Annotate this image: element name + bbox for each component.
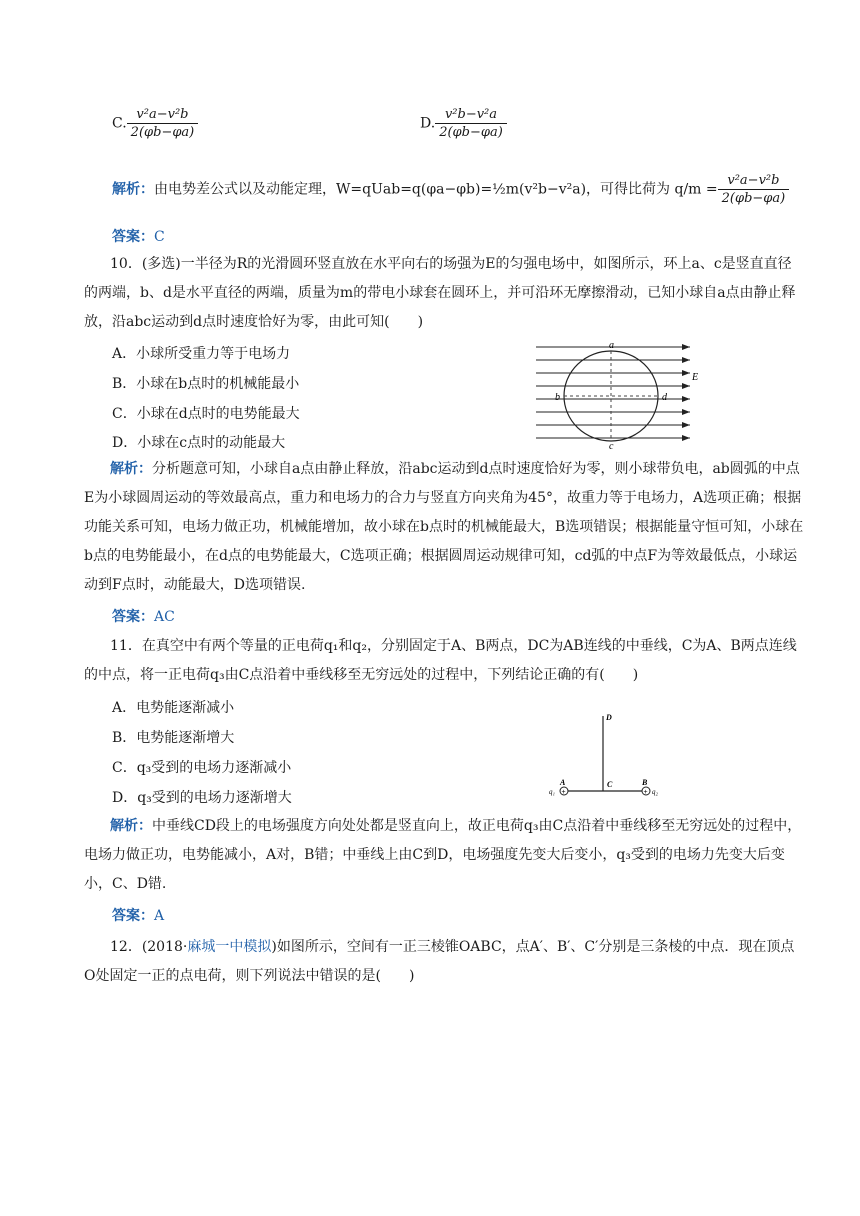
option-d: D. $\frac{\text{v²b−v²a}}{2(\varphi b-\varphi a)}$ — [420, 106, 507, 141]
label-b: b — [555, 392, 560, 403]
q9-answer: 答案：C — [112, 229, 165, 245]
q10-stem: 10．(多选)一半径为R的光滑圆环竖直放在水平向右的场强为E的匀强电场中，如图所示，环上a、c是竖直直径的两端，b、d是水平直径的两端，质量为m的带电小球套在圆环上，并可沿环无摩擦滑动，已知小球自a点由静止释放，沿abc运动到d点时速度恰好为零，由此可知( ) — [84, 256, 796, 330]
q11-option-c: C．q₃受到的电场力逐渐减小 — [112, 760, 292, 776]
label-e: E — [692, 372, 699, 383]
label-a: a — [609, 340, 614, 351]
label-q2: q₂ — [652, 788, 658, 796]
option-c: C. $\frac{\text{v²a−v²b}}{2(\varphi b-\varphi a)}$ — [112, 106, 198, 141]
q10-option-b: B．小球在b点时的机械能最小 — [112, 376, 300, 392]
label-a: A — [560, 778, 566, 787]
q11-option-b: B．电势能逐渐增大 — [112, 730, 235, 746]
option-d-fraction: $\frac{\text{v²b−v²a}}{2(\varphi b-\varphi a)}$ — [435, 106, 507, 141]
label-q1: q₁ — [549, 788, 555, 796]
q11-answer: 答案：A — [112, 908, 165, 924]
q11-analysis: 解析：中垂线CD段上的电场强度方向处处都是竖直向上，故正电荷q₃由C点沿着中垂线移至无穷远处的过程中，电场力做正功，电势能减小，A对，B错；中垂线上由C到D，电场强度先变大后变小，q₃受到的电场力先变大后变小，C、D错. — [84, 818, 802, 892]
q10-option-a: A．小球所受重力等于电场力 — [112, 346, 291, 362]
q11-option-a: A．电势能逐渐减小 — [112, 700, 235, 716]
q9-analysis-fraction: $\frac{\text{v²a−v²b}}{2(\varphi b-\varphi a)}$ — [718, 172, 790, 207]
label-d: D — [606, 713, 612, 722]
q10-answer: 答案：AC — [112, 609, 175, 625]
q12-stem: 12．(2018·麻城一中模拟)如图所示，空间有一正三棱锥OABC，点A′、B′、C′分别是三条棱的中点．现在顶点O处固定一正的点电荷，则下列说法中错误的是( ) — [84, 939, 795, 984]
q11-figure — [545, 708, 675, 800]
q9-analysis: 解析：由电势差公式以及动能定理，W=qUab=q(φa−φb)=½m(v²b−v²a)，可得比荷为 q/m = $\frac{\text{v²a−v²b}}{2(\varphi b-\varphi a)}$ — [112, 172, 789, 207]
label-d: d — [662, 392, 667, 403]
plus-q2: + — [643, 789, 648, 796]
label-c: c — [609, 441, 614, 450]
label-b: B — [642, 778, 648, 787]
plus-q1: + — [561, 789, 566, 796]
q10-analysis: 解析：分析题意可知，小球自a点由静止释放，沿abc运动到d点时速度恰好为零，则小球带负电，ab圆弧的中点E为小球圆周运动的等效最高点，重力和电场力的合力与竖直方向夹角为45°，故重力等于电场力，A选项正确；根据功能关系可知，电场力做正功，机械能增加，故小球在b点时的机械能最大，B选项错误；根据能量守恒可知，小球在b点的电势能最小，在d点的电势能最大，C选项正确；根据圆周运动规律可知，cd弧的中点F为等效最低点，小球运动到F点时，动能最大，D选项错误. — [84, 461, 804, 593]
label-c: C — [607, 780, 613, 789]
q10-option-d: D．小球在c点时的动能最大 — [112, 435, 286, 451]
option-c-fraction: $\frac{\text{v²a−v²b}}{2(\varphi b-\varphi a)}$ — [127, 106, 199, 141]
q10-option-c: C．小球在d点时的电势能最大 — [112, 406, 300, 422]
q11-option-d: D．q₃受到的电场力逐渐增大 — [112, 790, 292, 806]
q10-figure — [534, 338, 710, 450]
q11-stem: 11．在真空中有两个等量的正电荷q₁和q₂，分别固定于A、B两点，DC为AB连线的中垂线，C为A、B两点连线的中点，将一正电荷q₃由C点沿着中垂线移至无穷远处的过程中，下列结论正确的有( ) — [84, 638, 797, 683]
